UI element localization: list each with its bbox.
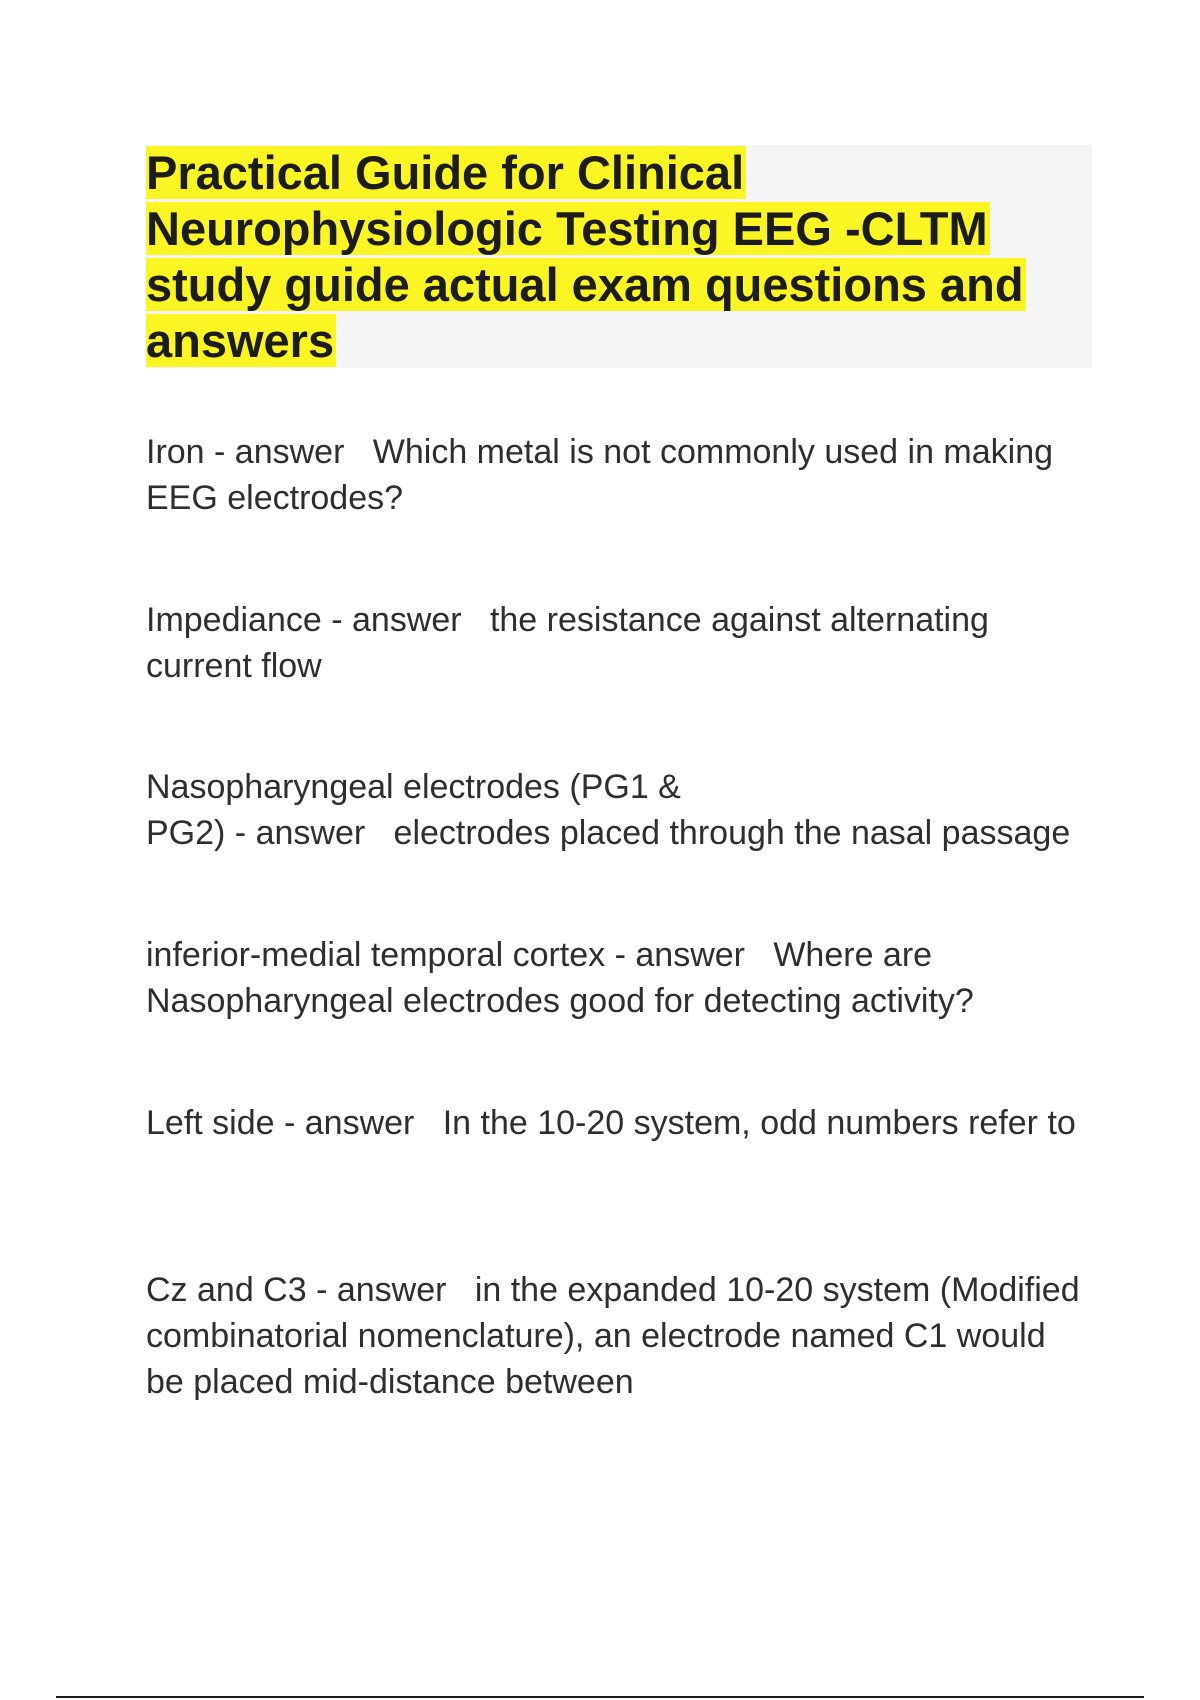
qa-question: In the 10-20 system, odd numbers refer to bbox=[442, 1104, 1076, 1142]
qa-separator: - answer bbox=[605, 936, 774, 974]
qa-answer: Cz and C3 bbox=[146, 1271, 307, 1309]
qa-item-2 bbox=[146, 597, 1086, 689]
qa-separator: - answer bbox=[321, 601, 490, 639]
footer-divider bbox=[56, 1696, 1144, 1698]
qa-answer: Iron bbox=[146, 433, 205, 471]
qa-item-1 bbox=[146, 429, 1086, 521]
qa-separator: - answer bbox=[204, 433, 373, 471]
qa-item-6 bbox=[146, 1267, 1090, 1405]
qa-separator: - answer bbox=[306, 1271, 475, 1309]
qa-question: Where are Nasopharyngeal electrodes good for detecting activity? bbox=[146, 936, 974, 1020]
qa-question: the resistance against alternating current flow bbox=[146, 601, 999, 685]
qa-answer: Nasopharyngeal electrodes (PG1 & PG2) bbox=[146, 768, 691, 852]
qa-question: electrodes placed through the nasal passage bbox=[393, 814, 1071, 852]
qa-item-5 bbox=[146, 1100, 1086, 1146]
qa-answer: Left side bbox=[146, 1104, 275, 1142]
qa-answer: inferior-medial temporal cortex bbox=[146, 936, 606, 974]
document-title bbox=[146, 145, 1086, 369]
qa-question: in the expanded 10-20 system (Modified combinatorial nomenclature), an electrode named C1 would be placed mid-distance between bbox=[146, 1271, 1090, 1401]
title-highlight: Practical Guide for Clinical Neurophysiologic Testing EEG -CLTM study guide actual exam questions and answers bbox=[146, 146, 1024, 367]
qa-item-3 bbox=[146, 764, 1086, 856]
qa-question: Which metal is not commonly used in making EEG electrodes? bbox=[146, 433, 1063, 517]
qa-answer: Impediance bbox=[146, 601, 322, 639]
qa-separator: - answer bbox=[274, 1104, 443, 1142]
qa-item-4 bbox=[146, 932, 1086, 1024]
qa-separator: - answer bbox=[225, 814, 394, 852]
